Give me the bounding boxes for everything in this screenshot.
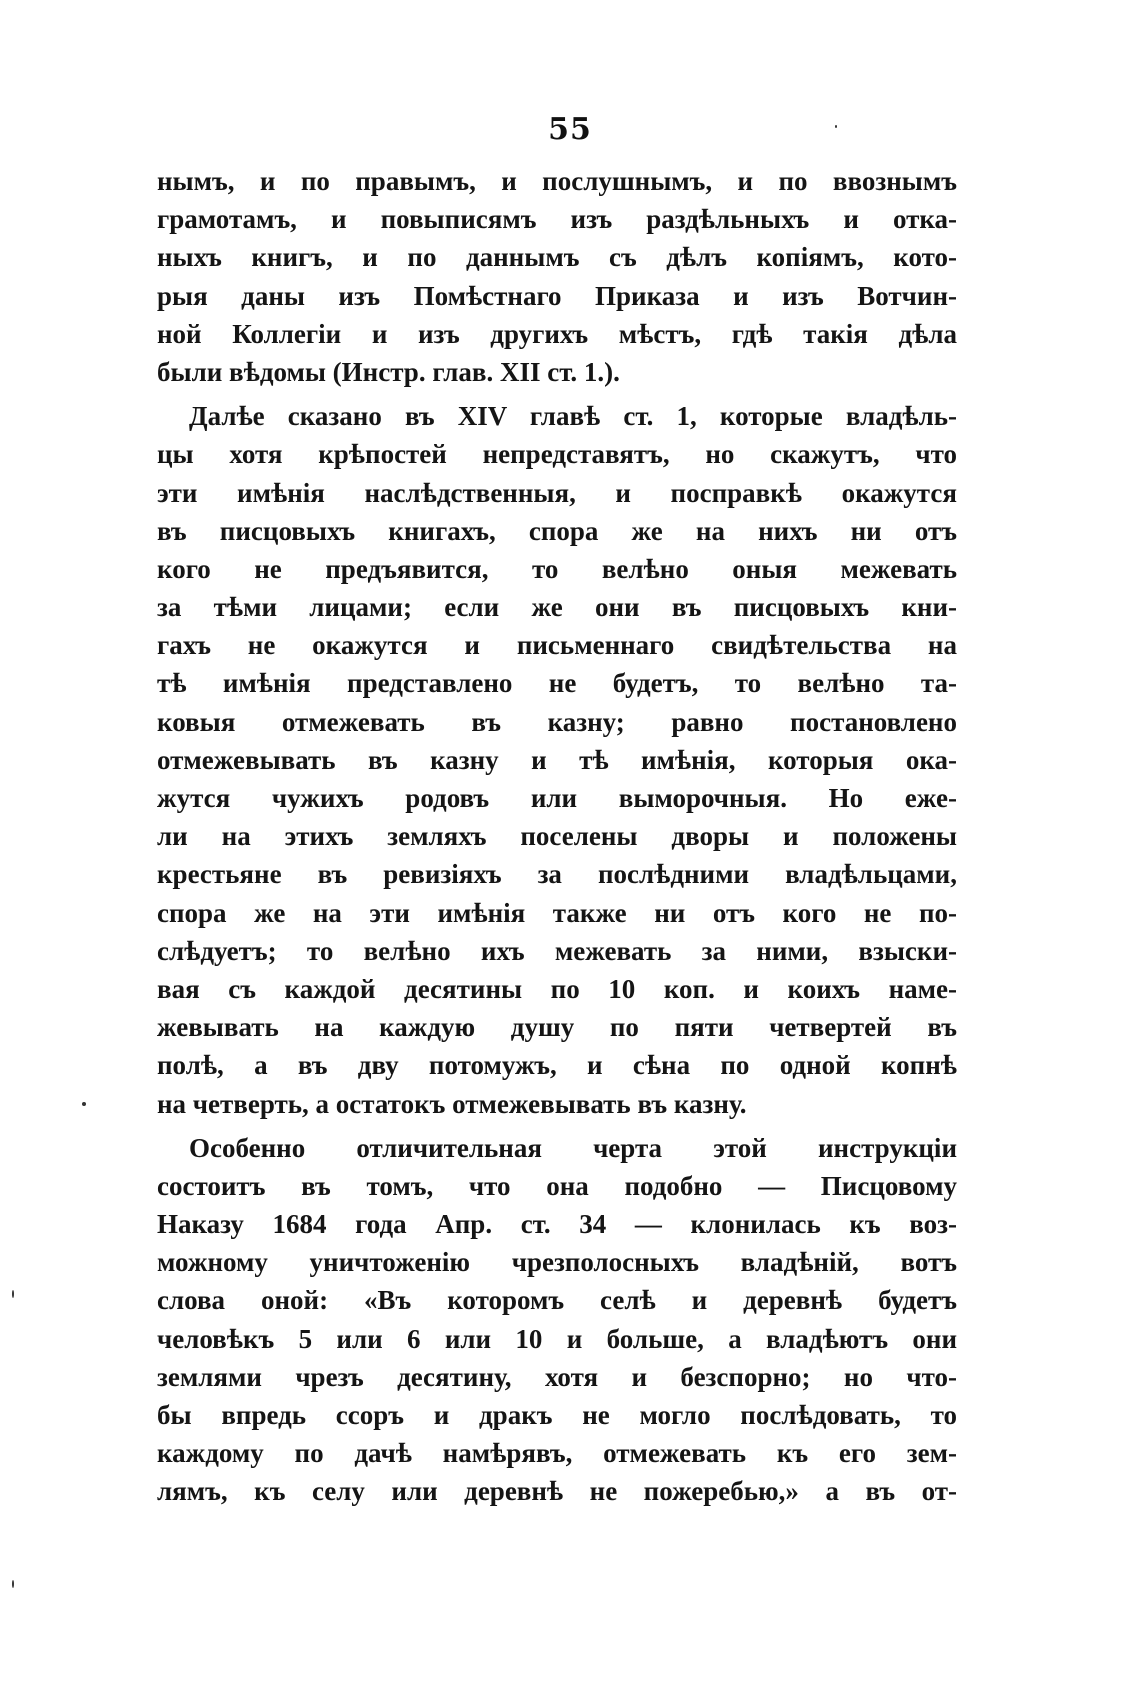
scan-speck	[82, 1102, 86, 1106]
text-line: Особенно отличительная черта этой инструкціи	[189, 1132, 957, 1163]
text-line: отмежевывать въ казну и тѣ имѣнія, которыя ока-	[157, 744, 957, 775]
text-line: крестьяне въ ревизіяхъ за послѣдними владѣльцами,	[157, 859, 957, 890]
text-line: ли на этихъ земляхъ поселены дворы и положены	[157, 821, 957, 852]
text-line: грамотамъ, и повыписямъ изъ раздѣльныхъ и отка-	[157, 204, 957, 235]
text-line: Наказу 1684 года Апр. ст. 34 — клонилась къ воз-	[157, 1209, 957, 1240]
paragraph	[157, 397, 957, 1123]
text-line: ковыя отмежевать въ казну; равно постановлено	[157, 706, 957, 737]
text-line: слѣдуетъ; то велѣно ихъ межевать за ними, взыски-	[157, 935, 957, 966]
text-line: лямъ, къ селу или деревнѣ не пожеребью,» а въ от-	[157, 1476, 957, 1507]
text-line: бы впредь ссоръ и дракъ не могло послѣдовать, то	[157, 1400, 957, 1430]
text-line: ной Коллегіи и изъ другихъ мѣстъ, гдѣ такія дѣла	[157, 318, 957, 349]
text-line: жутся чужихъ родовъ или выморочныя. Но еже-	[157, 783, 957, 813]
text-line: можному уничтоженію чрезполосныхъ владѣній, вотъ	[157, 1247, 957, 1278]
text-line: ныхъ книгъ, и по даннымъ съ дѣлъ копіямъ, кото-	[157, 242, 957, 273]
body-text	[157, 162, 957, 1511]
text-line: нымъ, и по правымъ, и послушнымъ, и по ввознымъ	[157, 166, 957, 196]
text-line: землями чрезъ десятину, хотя и безспорно; но что-	[157, 1361, 957, 1392]
text-line: эти имѣнія наслѣдственныя, и посправкѣ окажутся	[157, 477, 957, 508]
page-number: 55	[548, 112, 592, 147]
text-line: кого не предъявится, то велѣно оныя межевать	[157, 553, 957, 584]
text-line: человѣкъ 5 или 6 или 10 и больше, а владѣютъ они	[157, 1323, 957, 1354]
text-line: за тѣми лицами; если же они въ писцовыхъ кни-	[157, 592, 957, 623]
text-line: тѣ имѣнія представлено не будетъ, то велѣно та-	[157, 668, 957, 699]
paragraph	[157, 1129, 957, 1511]
text-line: спора же на эти имѣнія также ни отъ кого не по-	[157, 897, 957, 928]
scan-speck	[835, 125, 837, 128]
text-line: въ писцовыхъ книгахъ, спора же на нихъ ни отъ	[157, 515, 957, 546]
paragraph	[157, 162, 957, 391]
text-line: гахъ не окажутся и письменнаго свидѣтельства на	[157, 630, 957, 661]
scan-speck	[12, 1290, 14, 1298]
text-line: каждому по дачѣ намѣрявъ, отмежевать къ его зем-	[157, 1438, 957, 1469]
scan-speck	[12, 1580, 14, 1588]
text-line: были вѣдомы (Инстр. глав. XII ст. 1.).	[157, 356, 620, 387]
text-line: Далѣе сказано въ XIV главѣ ст. 1, которые владѣль-	[189, 401, 957, 432]
text-line: слова оной: «Въ которомъ селѣ и деревнѣ будетъ	[157, 1285, 957, 1316]
text-line: вая съ каждой десятины по 10 коп. и коихъ наме-	[157, 973, 957, 1004]
text-line: цы хотя крѣпостей непредставятъ, но скажутъ, что	[157, 439, 957, 470]
text-line: полѣ, а въ дву потомужъ, и сѣна по одной копнѣ	[157, 1050, 957, 1081]
text-line: жевывать на каждую душу по пяти четвертей въ	[157, 1012, 957, 1043]
text-line: рыя даны изъ Помѣстнаго Приказа и изъ Вотчин-	[157, 280, 957, 311]
text-line: на четверть, а остатокъ отмежевывать въ казну.	[157, 1088, 747, 1119]
text-line: состоитъ въ томъ, что она подобно — Писцовому	[157, 1170, 957, 1201]
